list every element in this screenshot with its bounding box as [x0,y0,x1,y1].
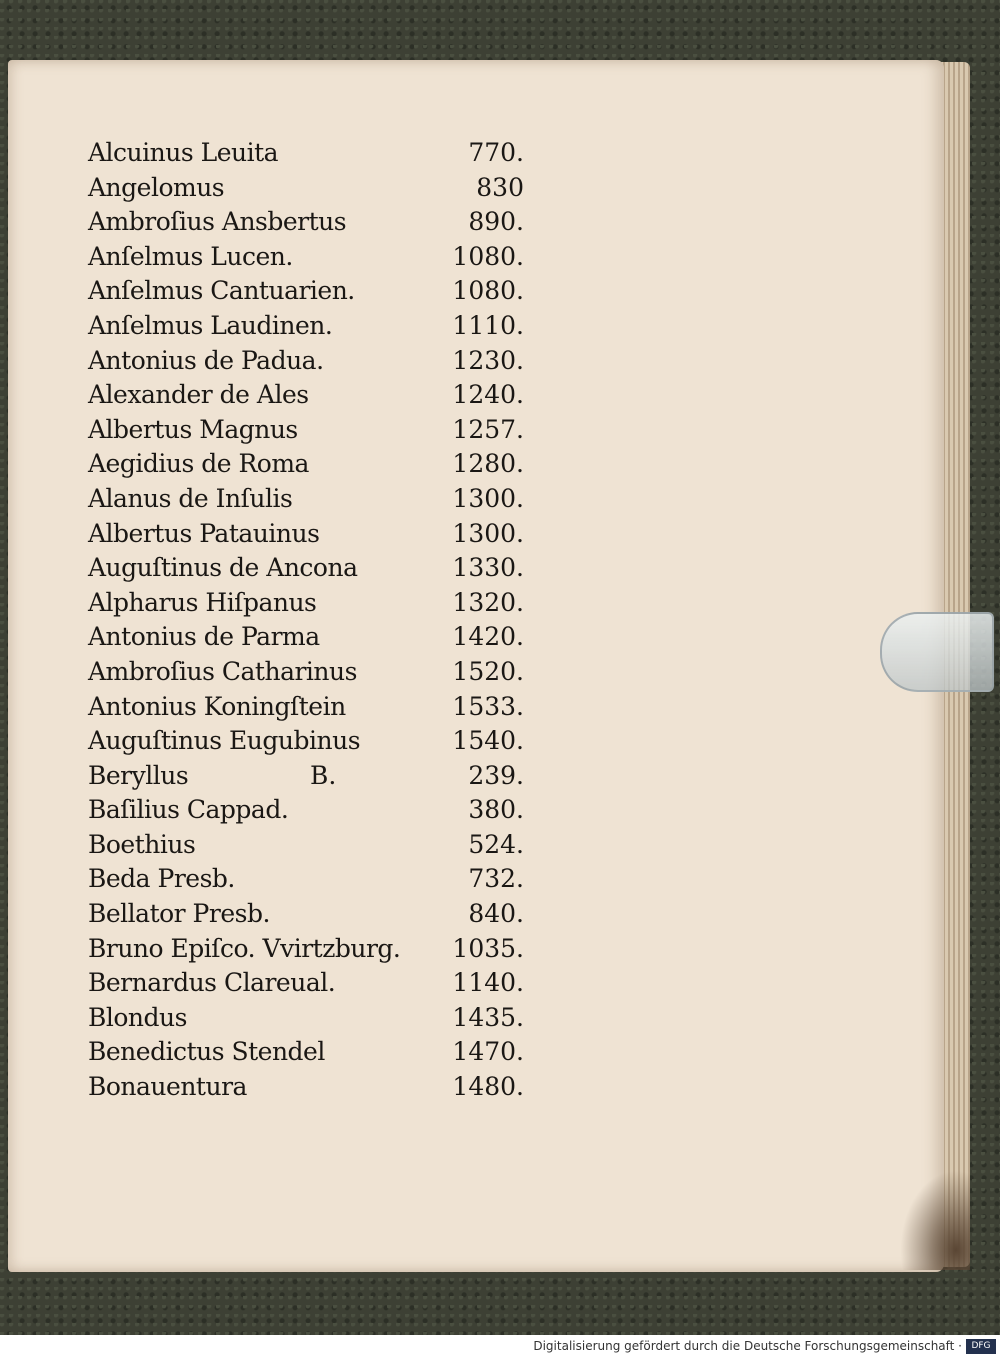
year-value: 1330. [452,553,524,583]
year-value: 1520. [452,656,524,686]
author-name: Auguſtinus de Ancona [88,553,358,583]
author-name: Bruno Epiſco. Vvirtzburg. [88,933,401,963]
list-item [88,793,548,828]
author-name: Anſelmus Lucen. [88,241,293,271]
year-value: 380. [468,795,524,825]
author-name: Alpharus Hiſpanus [88,587,317,617]
year-value: 1140. [452,968,524,998]
year-value: 1035. [452,933,524,963]
list-item [88,274,548,309]
author-name: Anſelmus Laudinen. [88,310,333,340]
year-value: 1540. [452,726,524,756]
list-item [88,205,548,240]
year-value: 1300. [452,483,524,513]
list-item [88,447,548,482]
list-item [88,240,548,275]
list-item [88,620,548,655]
list-item [88,136,548,171]
author-name: Ambroſius Ansbertus [88,207,347,237]
author-name: Anſelmus Cantuarien. [88,276,355,306]
year-value: 1230. [452,345,524,375]
year-value: 1420. [452,622,524,652]
author-name: Beryllus [88,760,189,790]
list-item [88,344,548,379]
year-value: 732. [468,864,524,894]
author-name: Bernardus Clareual. [88,968,336,998]
list-item [88,586,548,621]
author-name: Alexander de Ales [88,380,309,410]
dfg-logo: DFG [966,1339,996,1354]
year-value: 1257. [452,414,524,444]
list-item [88,309,548,344]
list-item [88,690,548,725]
author-name: Antonius Koningſtein [88,691,346,721]
list-item [88,482,548,517]
list-item [88,413,548,448]
list-item [88,1035,548,1070]
author-name: Boethius [88,829,196,859]
author-name: Aegidius de Roma [88,449,309,479]
year-value: 1300. [452,518,524,548]
author-name: Angelomus [88,172,225,202]
author-name: Alcuinus Leuita [88,138,279,167]
author-name: Albertus Patauinus [88,518,320,548]
year-value: 1080. [452,241,524,271]
year-value: 1110. [452,310,524,340]
list-item [88,932,548,967]
list-item [88,1001,548,1036]
list-item [88,966,548,1001]
footer-bar [0,1335,1000,1359]
author-name: Antonius de Padua. [88,345,324,375]
list-item [88,1070,548,1105]
year-value: 1280. [452,449,524,479]
year-value: 1435. [452,1002,524,1032]
section-letter: B. [310,760,337,790]
year-value: 770. [468,138,524,167]
list-item [88,759,548,794]
digitization-credit: Digitalisierung gefördert durch die Deutsche Forschungsgemeinschaft · [533,1339,962,1353]
list-item [88,551,548,586]
year-value: 1240. [452,380,524,410]
year-value: 890. [468,207,524,237]
list-item [88,171,548,206]
author-name: Bellator Presb. [88,899,270,929]
author-year-list [88,136,548,1105]
author-name: Benedictus Stendel [88,1037,325,1067]
year-value: 1470. [452,1037,524,1067]
year-value: 1480. [452,1072,524,1102]
author-name: Baſilius Cappad. [88,795,289,825]
author-name: Blondus [88,1002,187,1032]
year-value: 1080. [452,276,524,306]
year-value: 1320. [452,587,524,617]
year-value: 239. [468,760,524,790]
author-name: Alanus de Inſulis [88,483,293,513]
author-name: Beda Presb. [88,864,235,894]
author-name: Albertus Magnus [88,414,298,444]
year-value: 830 [476,172,524,202]
author-name: Bonauentura [88,1072,247,1102]
page-stain [900,1170,970,1270]
year-value: 1533. [452,691,524,721]
author-name: Ambroſius Catharinus [88,656,357,686]
list-item [88,828,548,863]
list-item [88,378,548,413]
list-item [88,655,548,690]
year-value: 840. [468,899,524,929]
author-name: Antonius de Parma [88,622,320,652]
list-item [88,862,548,897]
year-value: 524. [468,829,524,859]
page-clip [880,612,994,692]
list-item [88,724,548,759]
list-item [88,517,548,552]
author-name: Auguſtinus Eugubinus [88,726,361,756]
list-item [88,897,548,932]
